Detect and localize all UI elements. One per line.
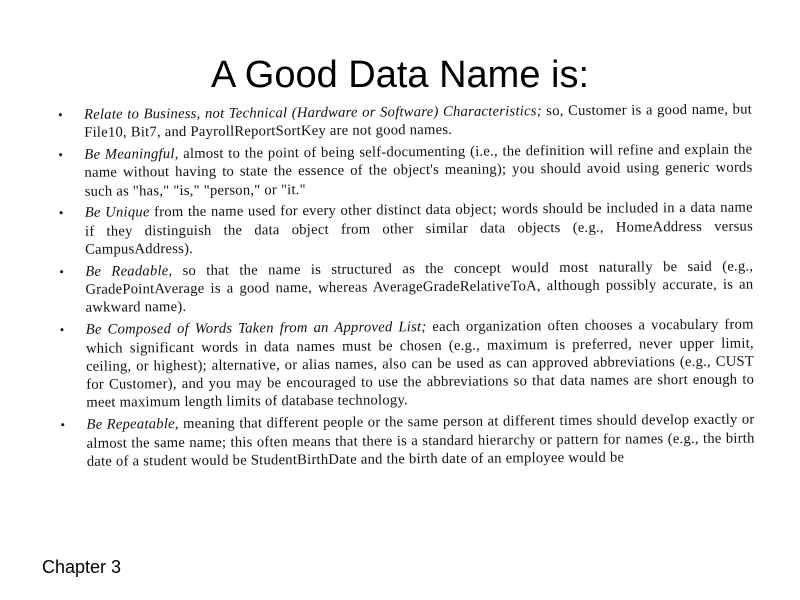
item-lead: Relate to Business, not Technical (Hardware or Software) Characteristics;	[84, 103, 542, 123]
list-item	[58, 316, 755, 413]
item-lead: Be Repeatable,	[86, 416, 179, 434]
item-text: meaning that different people or the same person at different times should develop exactly or almost the same name; this often means that there is a standard hierarchy or pattern for names (e.g., the birth date of a student would be StudentBirthDate and the birth date of an employee would be	[86, 411, 755, 470]
item-text: each organization often chooses a vocabulary from which significant words in data names must be chosen (e.g., maximum is preferred, never upper limit, ceiling, or highest); alternative, or alias names, also can be used as can approved abbreviations (e.g., CUST for Customer), and you may be encouraged to use the abbreviations so that data names are short enough to meet maximum length limits of database technology.	[85, 316, 755, 412]
list-item	[56, 141, 752, 201]
bullet-icon: •	[58, 106, 63, 122]
item-text: so, Customer is a good name, but File10, Bit7, and PayrollReportSortKey are not good names.	[84, 101, 753, 142]
list-item	[57, 257, 753, 317]
slide-title: A Good Data Name is:	[210, 54, 590, 96]
slide-footer: Chapter 3	[42, 557, 122, 577]
bullet-icon: •	[58, 205, 64, 221]
item-text: from the name used for every other distinct data object; words should be included in a data name if they distinguish the data object from other similar data objects (e.g., HomeAddress versus CampusAddress).	[84, 200, 754, 258]
item-text: so that the name is structured as the concept would most naturally be said (e.g., GradePointAverage is a good name, whereas AverageGradeRelativeToA, although possibly accurate, is an awkward name).	[85, 258, 754, 317]
bullet-icon: •	[60, 417, 66, 433]
list-item	[56, 101, 752, 143]
list-item	[57, 199, 753, 259]
bullet-icon: •	[59, 322, 65, 338]
item-lead: Be Readable,	[85, 262, 173, 280]
item-lead: Be Composed of Words Taken from an Approved List;	[85, 319, 427, 339]
list-item	[58, 411, 754, 471]
guideline-list	[56, 101, 755, 472]
scanned-text-image	[56, 101, 755, 536]
item-lead: Be Unique	[84, 204, 150, 222]
item-lead: Be Meaningful,	[84, 146, 179, 163]
bullet-icon: •	[59, 263, 65, 279]
item-text: almost to the point of being self-documenting (i.e., the definition will refine and explain the name without having to state the essence of the object's meaning); you should avoid using generic words such as "has," "is," "person," or "it."	[84, 141, 753, 200]
bullet-icon: •	[58, 147, 64, 163]
